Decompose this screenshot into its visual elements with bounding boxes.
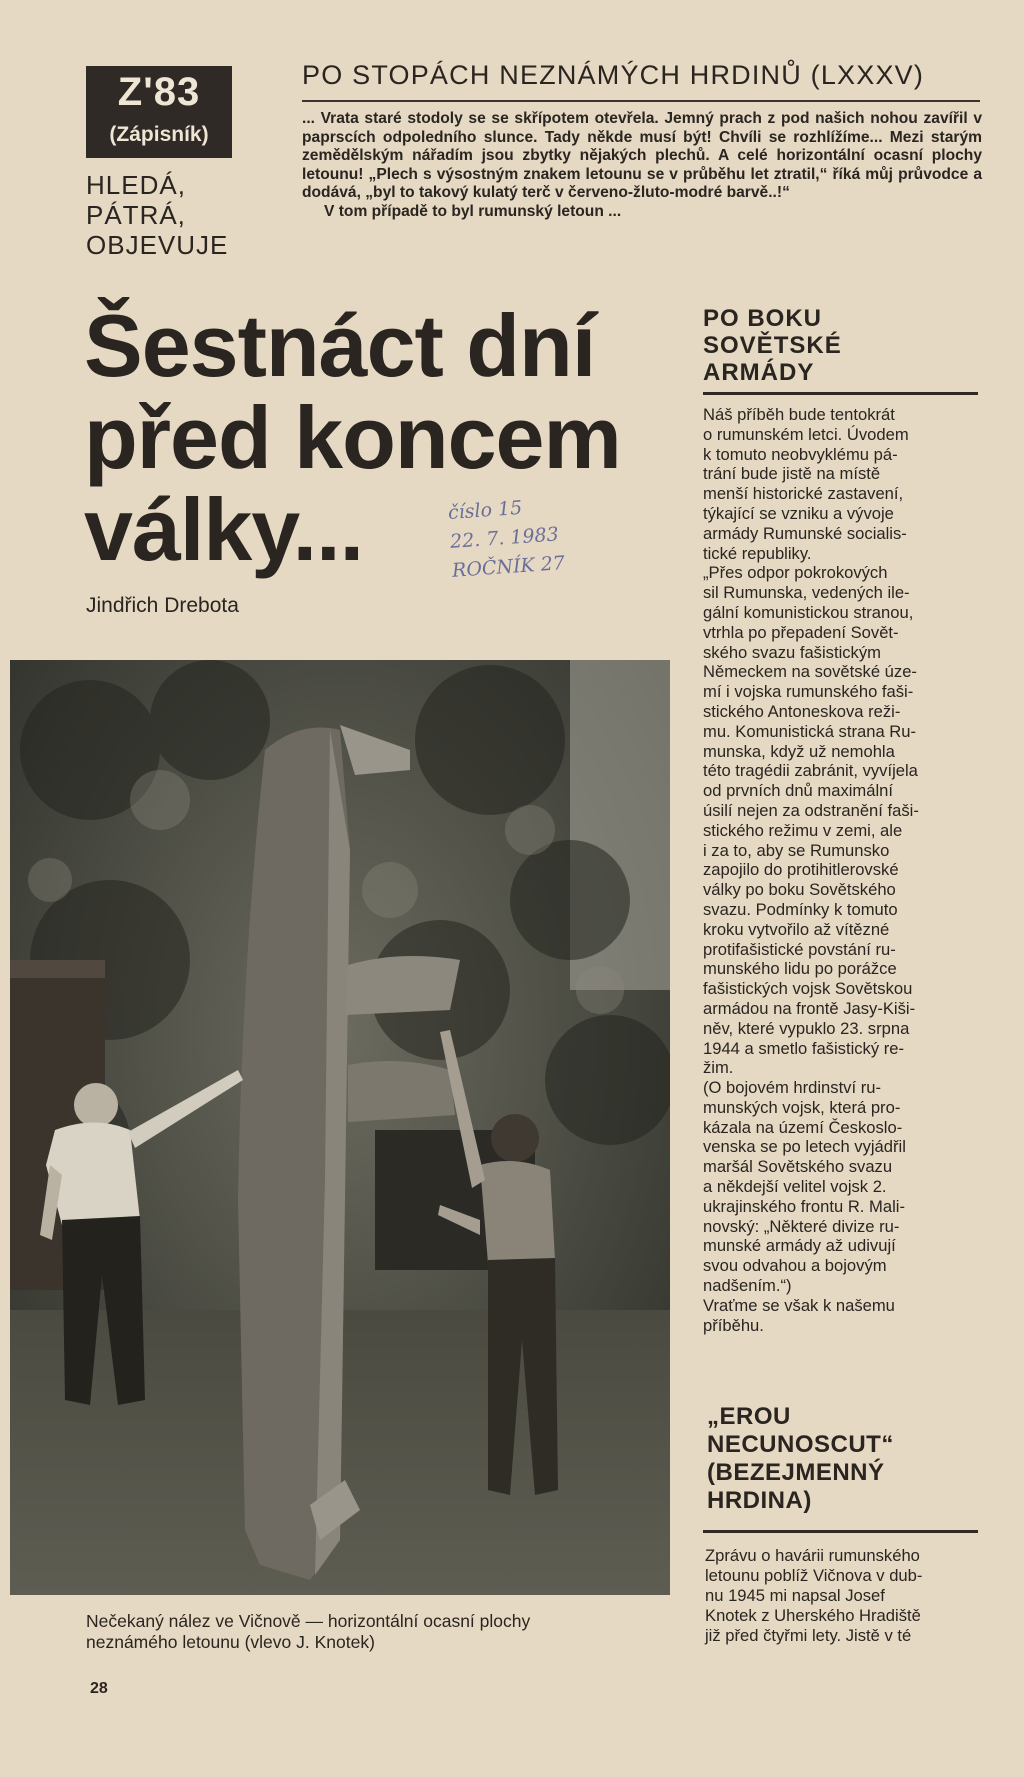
body-line: munské armády až udivují — [703, 1236, 896, 1256]
body-line: letounu poblíž Vičnova v dub- — [705, 1566, 923, 1585]
series-badge — [86, 66, 232, 158]
body-line: fašistických vojsk Sovětskou — [703, 979, 913, 999]
body-line: ukrajinského frontu R. Mali- — [703, 1196, 905, 1216]
body-line: munského lidu po porážce — [703, 959, 897, 979]
body-line: „Přes odpor pokrokových — [703, 563, 888, 583]
photo-caption — [86, 1611, 666, 1653]
heading-line: „EROU — [707, 1403, 791, 1430]
body-line: od prvních dnů maximální — [703, 781, 894, 801]
body-line: armády Rumunské socialis- — [703, 523, 907, 543]
body-line: svou odvahou a bojovým — [703, 1256, 887, 1276]
body-line: kázala na území Českoslo- — [703, 1117, 903, 1137]
caption-line: Nečekaný nález ve Vičnově — horizontální ocasní plochy — [86, 1611, 531, 1631]
heading-line: NECUNOSCUT“ — [707, 1431, 894, 1458]
body-line: příběhu. — [703, 1315, 764, 1335]
note-line: ROČNÍK 27 — [451, 552, 566, 582]
heading-line: SOVĚTSKÉ — [703, 332, 842, 359]
headline — [84, 296, 684, 579]
author-byline: Jindřich Drebota — [86, 594, 239, 617]
body-line: munských vojsk, která pro- — [703, 1097, 901, 1117]
body-line: úsilí nejen za odstranění faši- — [703, 800, 919, 820]
heading-line: PO BOKU — [703, 305, 823, 332]
section-rule — [703, 392, 978, 395]
body-line: zapojilo do protihitlerovské — [703, 860, 899, 880]
body-line: svazu. Podmínky k tomuto — [703, 899, 898, 919]
body-line: vtrhla po přepadení Sovět- — [703, 622, 899, 642]
handwritten-note — [447, 491, 566, 586]
intro-last-line: V tom případě to byl rumunský letoun ... — [324, 202, 622, 220]
body-line: mí i vojska rumunského faši- — [703, 682, 914, 702]
headline-line: před koncem — [84, 388, 621, 487]
body-line: kroku vytvořilo až vítězné — [703, 919, 890, 939]
body-line: mu. Komunistická strana Ru- — [703, 721, 917, 741]
note-line: číslo 15 — [447, 496, 523, 524]
headline-line: Šestnáct dní — [84, 296, 596, 395]
body-line: o rumunském letci. Úvodem — [703, 424, 909, 444]
body-line: novský: „Některé divize ru- — [703, 1216, 900, 1236]
body-line: Náš příběh bude tentokrát — [703, 405, 895, 424]
body-line: trání bude jistě na místě — [703, 464, 881, 484]
section2-body — [705, 1546, 985, 1646]
body-line: tické republiky. — [703, 543, 812, 563]
badge-bottom-text: (Zápisník) — [109, 123, 209, 146]
heading-line: (BEZEJMENNÝ — [707, 1459, 885, 1486]
body-line: armádou na frontě Jasy-Kiši- — [703, 998, 916, 1018]
section1-body — [703, 405, 983, 1335]
tagline-line: PÁTRÁ, — [86, 200, 186, 230]
body-line: 1944 a smetlo fašistický re- — [703, 1038, 905, 1058]
series-title-rule — [302, 100, 980, 102]
caption-line: neznámého letounu (vlevo J. Knotek) — [86, 1632, 375, 1652]
section-rule — [703, 1530, 978, 1533]
body-line: Vraťme se však k našemu — [703, 1295, 895, 1315]
body-line: i za to, aby se Rumunsko — [703, 840, 890, 860]
note-line: 22. 7. 1983 — [449, 523, 560, 553]
body-line: munska, když už nemohla — [703, 741, 895, 761]
body-line: Zprávu o havárii rumunského — [705, 1546, 920, 1565]
body-line: něv, které vypuklo 23. srpna — [703, 1018, 910, 1038]
heading-line: HRDINA) — [707, 1487, 812, 1514]
body-line: této tragédii zabránit, vyvíjela — [703, 761, 918, 781]
intro-paragraph: ... Vrata staré stodoly se se skřípotem otevřela. Jemný prach z pod našich nohou zavířil v paprscích odpoledního slunce. Tady někde musí být! Chvíli se rozhlížíme... Mezi starým zemědělským nářadím jsou zbytky nějakých plechů. A celé horizontální ocasní plochy letounu! „Plech s výsostným znakem letounu se v průběhu let ztratil,“ říká můj průvodce a dodává, „byl to takový kulatý terč v červeno-žluto-modré barvě..!“ — [302, 110, 982, 202]
photo-illustration — [10, 660, 670, 1595]
body-line: menší historické zastavení, — [703, 484, 904, 504]
body-line: Německem na sovětské úze- — [703, 662, 917, 682]
section-heading-unknown-hero — [707, 1403, 894, 1515]
tagline-line: OBJEVUJE — [86, 230, 229, 260]
headline-line: války... — [84, 480, 364, 579]
body-line: sil Rumunska, vedených ile- — [703, 583, 910, 603]
series-title: PO STOPÁCH NEZNÁMÝCH HRDINŮ (LXXXV) — [302, 60, 925, 90]
body-line: stického režimu v zemi, ale — [703, 820, 903, 840]
body-line: gální komunistickou stranou, — [703, 602, 914, 622]
heading-line: ARMÁDY — [703, 359, 815, 386]
badge-top-text: Z'83 — [117, 70, 201, 114]
body-line: žim. — [703, 1058, 734, 1078]
body-line: a někdejší velitel vojsk 2. — [703, 1177, 887, 1197]
body-line: venska se po letech vyjádřil — [703, 1137, 906, 1157]
article-photo — [10, 660, 670, 1595]
body-line: ského svazu fašistickým — [703, 642, 881, 662]
body-line: maršál Sovětského svazu — [703, 1157, 893, 1177]
tagline — [86, 170, 266, 260]
body-line: již před čtyřmi lety. Jistě v té — [705, 1626, 912, 1645]
body-line: protifašistické povstání ru- — [703, 939, 896, 959]
body-line: (O bojovém hrdinství ru- — [703, 1078, 881, 1098]
body-line: Knotek z Uherského Hradiště — [705, 1606, 921, 1625]
body-line: týkající se vzniku a vývoje — [703, 503, 894, 523]
body-line: nadšením.“) — [703, 1276, 792, 1296]
page-number: 28 — [90, 1680, 108, 1697]
intro-text — [302, 110, 982, 222]
body-line: nu 1945 mi napsal Josef — [705, 1586, 885, 1605]
body-line: stického Antoneskova reži- — [703, 701, 901, 721]
body-line: války po boku Sovětského — [703, 880, 896, 900]
tagline-line: HLEDÁ, — [86, 170, 186, 200]
section-heading-soviet-army — [703, 305, 842, 386]
body-line: k tomuto neobvyklému pá- — [703, 444, 898, 464]
